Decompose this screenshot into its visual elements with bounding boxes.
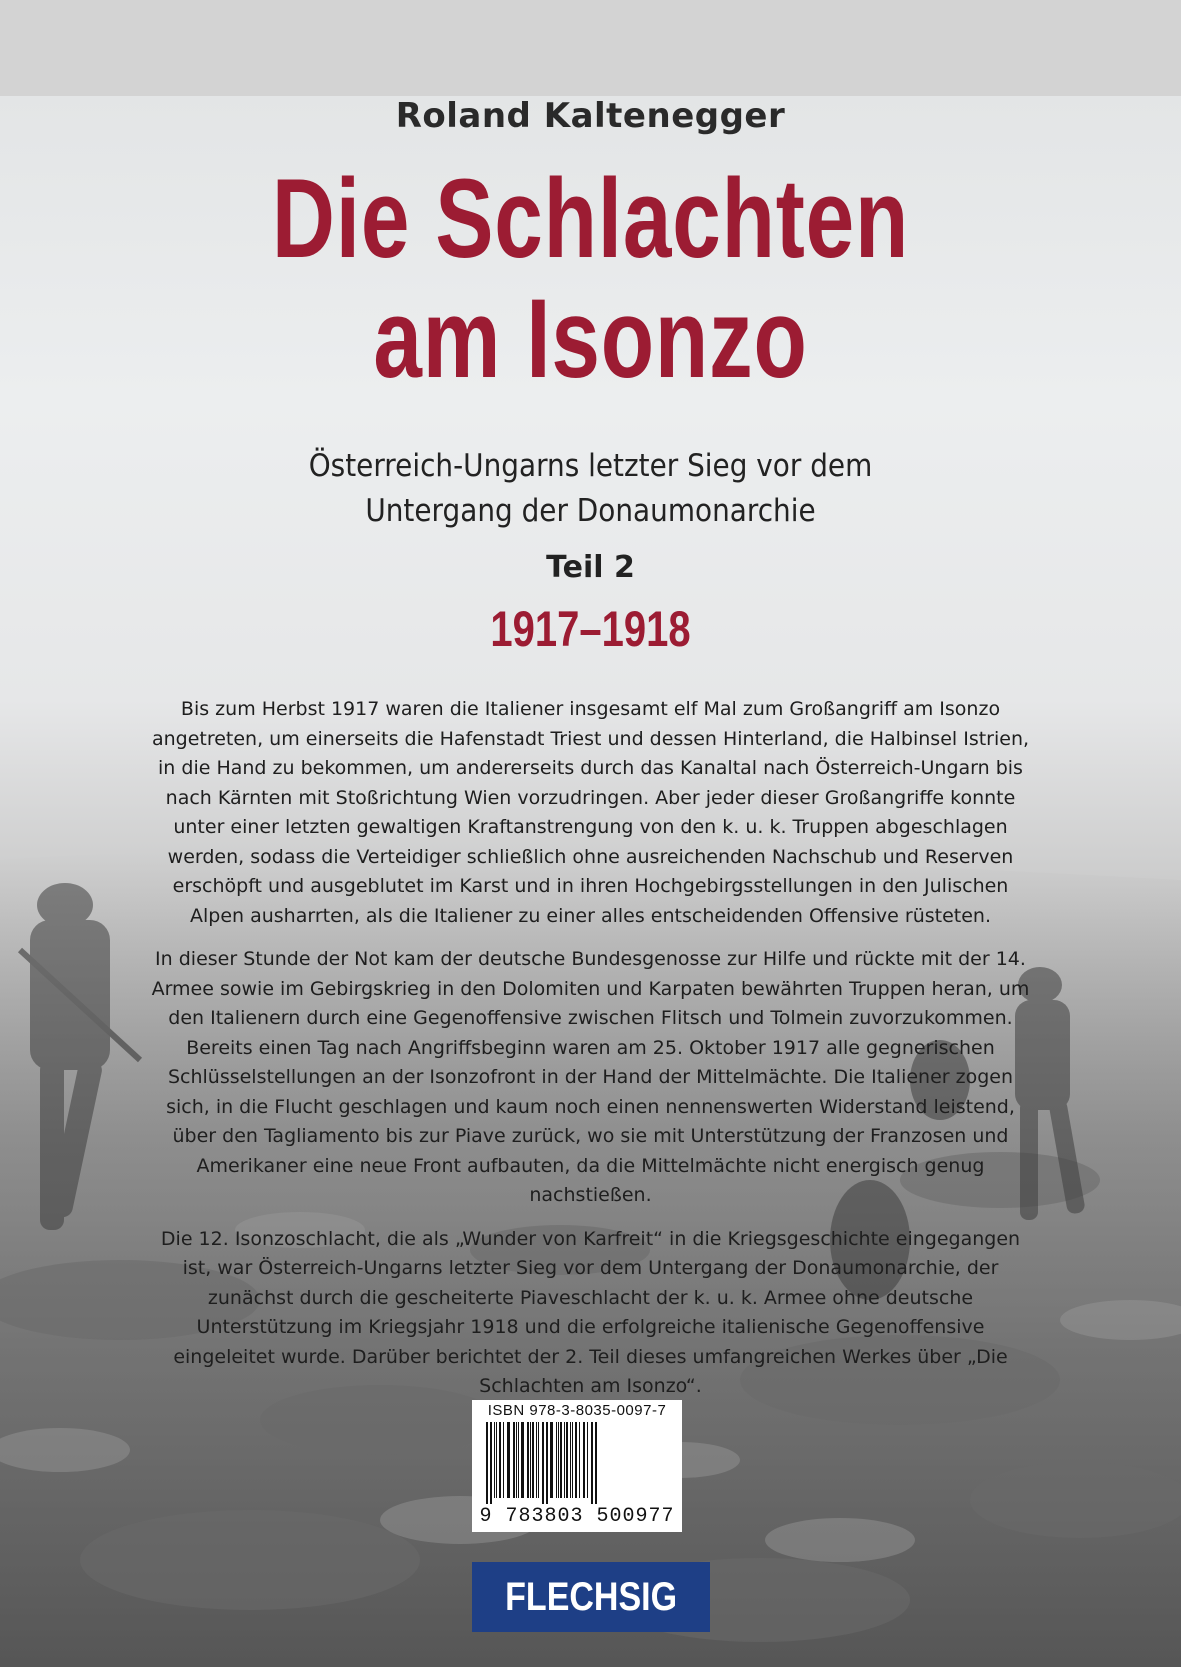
barcode-bar <box>550 1422 553 1498</box>
barcode-bar <box>546 1422 548 1504</box>
barcode-bar <box>518 1422 519 1498</box>
author-name: Roland Kaltenegger <box>395 96 786 136</box>
barcode-bar <box>558 1422 559 1498</box>
publisher-name: FLECHSIG <box>505 1575 677 1619</box>
blurb-text <box>150 695 1031 1416</box>
isbn-number: ISBN 978-3-8035-0097-7 <box>487 1402 667 1419</box>
barcode-bar <box>587 1422 588 1498</box>
barcode-bar <box>556 1422 557 1498</box>
barcode-bar <box>583 1422 585 1498</box>
part-label: Teil 2 <box>546 550 635 585</box>
book-title-line-1: Die Schlachten <box>271 156 910 281</box>
barcode-bar <box>532 1422 534 1498</box>
barcode-bar <box>579 1422 580 1498</box>
barcode-bar <box>575 1422 577 1498</box>
barcode-bar <box>530 1422 531 1498</box>
barcode-bar <box>490 1422 492 1504</box>
barcode-bar <box>494 1422 495 1498</box>
barcode-bars <box>480 1422 674 1504</box>
ean-digits: 9 783803 500977 <box>479 1505 675 1528</box>
blurb-paragraph: In dieser Stunde der Not kam der deutsche Bundesgenosse zur Hilfe und rückte mit der 14. Armee sowie im Gebirgskrieg in den Dolomiten und Karpaten bewährten Truppen heran, um den Italienern durch eine Gegenoffensive zwischen Flitsch und Tolmein zuvorzukommen. Bereits einen Tag nach Angriffsbeginn waren am 25. Oktober 1917 alle gegnerischen Schlüsselstellungen an der Isonzofront in der Hand der Mittelmächte. Die Italiener zogen sich, in die Flucht geschlagen und kaum noch einen nennenswerten Widerstand leistend, über den Tagliamento bis zur Piave zurück, wo sie mit Unterstützung der Franzosen und Amerikaner eine neue Front aufbauten, da die Mittelmächte nicht energisch genug nachstießen. <box>151 948 1030 1206</box>
barcode-bar <box>570 1422 571 1498</box>
barcode-bar <box>595 1422 597 1504</box>
year-range: 1917–1918 <box>490 601 691 657</box>
blurb-paragraph: Bis zum Herbst 1917 waren die Italiener insgesamt elf Mal zum Großangriff am Isonzo angetreten, um einerseits die Hafenstadt Triest und dessen Hinterland, die Halbinsel Istrien, in die Hand zu bekommen, um andererseits durch das Kanaltal nach Österreich-Ungarn bis nach Kärnten mit Stoßrichtung Wien vorzudringen. Aber jeder dieser Großangriffe konnte unter einer letzten gewaltigen Kraftanstrengung von den k. u. k. Truppen abgeschlagen werden, sodass die Verteidiger schließlich ohne ausreichenden Nachschub und Reserven erschöpft und ausgeblutet im Karst und in ihren Hochgebirgsstellungen in den Julischen Alpen ausharrten, als die Italiener zu einer alles entscheidenden Offensive rüsteten. <box>151 698 1030 927</box>
barcode-bar <box>542 1422 544 1504</box>
barcode-bar <box>566 1422 568 1498</box>
barcode-bar <box>527 1422 529 1498</box>
publisher-logo <box>472 1562 710 1632</box>
barcode-bar <box>538 1422 539 1498</box>
barcode-bar <box>516 1422 517 1498</box>
barcode-bar <box>564 1422 565 1498</box>
barcode-bar <box>496 1422 497 1498</box>
subtitle-line-1: Österreich-Ungarns letzter Sieg vor dem <box>308 448 873 484</box>
barcode-bar <box>486 1422 488 1504</box>
barcode-bar <box>560 1422 562 1498</box>
subtitle-line-2: Untergang der Donaumonarchie <box>365 493 816 529</box>
blurb-paragraph: Die 12. Isonzoschlacht, die als „Wunder von Karfreit“ in die Kriegsgeschichte eingegangen ist, war Österreich-Ungarns letzter Sieg vor dem Untergang der Donaumonarchie, der zunächst durch die gescheiterte Piaveschlacht der k. u. k. Armee ohne deutsche Unterstützung im Kriegsjahr 1918 und die erfolgreiche italienische Gegenoffensive eingeleitet wurde. Darüber berichtet der 2. Teil dieses umfangreichen Werkes über „Die Schlachten am Isonzo“. <box>160 1227 1021 1397</box>
barcode-bar <box>521 1422 524 1498</box>
barcode-bar <box>591 1422 593 1504</box>
barcode-bar <box>503 1422 504 1498</box>
barcode-bar <box>536 1422 537 1498</box>
isbn-barcode <box>472 1400 682 1532</box>
book-title-line-2: am Isonzo <box>373 276 808 401</box>
barcode-bar <box>499 1422 501 1498</box>
barcode-bar <box>513 1422 515 1498</box>
barcode-bar <box>572 1422 573 1498</box>
barcode-bar <box>507 1422 510 1498</box>
